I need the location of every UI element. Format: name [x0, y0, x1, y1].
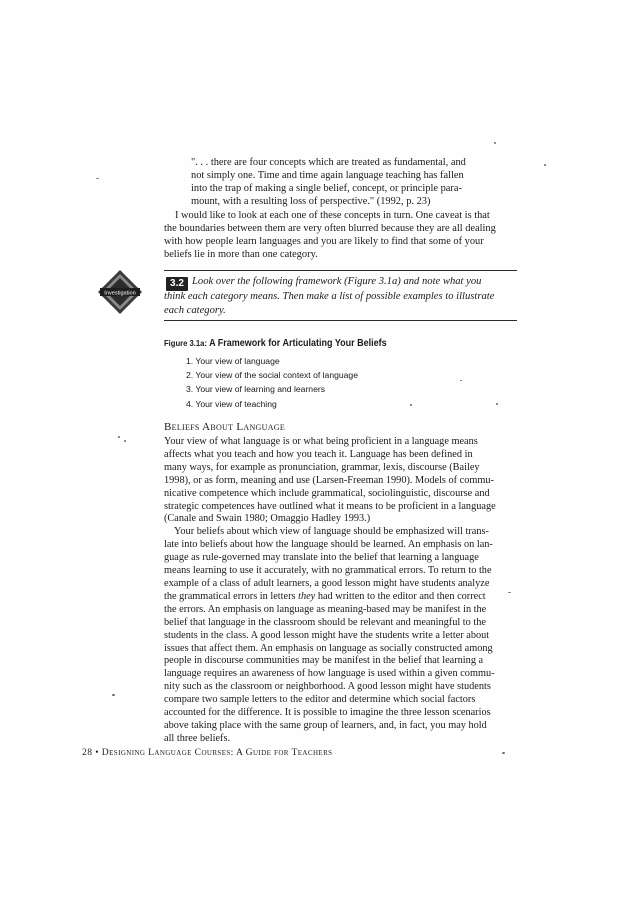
- task-top-rule: [164, 270, 517, 271]
- task-line: Look over the following framework (Figure 3.1a) and note what you: [192, 276, 482, 287]
- body-line: Your beliefs about which view of language should be emphasized will trans-: [174, 526, 489, 538]
- figure-list-item: 2. Your view of the social context of language: [186, 370, 358, 381]
- body-line: nity such as the classroom or neighborhood. A good lesson might have students: [164, 681, 491, 693]
- body-line: students in the class. A good lesson might have the students write a letter about: [164, 629, 490, 641]
- figure-title: A Framework for Articulating Your Beliefs: [209, 338, 387, 349]
- body-line: (Canale and Swain 1980; Omaggio Hadley 1993.): [164, 513, 371, 525]
- task-number-badge: 3.2: [166, 277, 188, 291]
- quote-line: into the trap of making a single belief, concept, or principle para-: [191, 183, 462, 194]
- intro-line: beliefs lie in more than one category.: [164, 249, 318, 260]
- scan-speck: [502, 752, 505, 754]
- body-line: people in discourse communities may be manifest in the belief that learning a: [164, 655, 484, 667]
- body-line: belief that language in the classroom should be relevant and meaningful to the: [164, 616, 486, 628]
- body-line: means learning to use it accurately, with no grammatical errors. To return to the: [164, 565, 492, 577]
- figure-list-item: 1. Your view of language: [186, 356, 280, 366]
- quote-line: mount, with a resulting loss of perspective." (1992, p. 23): [191, 196, 431, 207]
- body-line: issues that affect them. An emphasis on language as socially constructed among: [164, 642, 493, 654]
- body-line: all three beliefs.: [164, 732, 231, 744]
- investigation-badge-icon: [96, 268, 144, 316]
- intro-paragraph: [164, 209, 520, 261]
- figure-list-item: 4. Your view of teaching: [186, 398, 277, 409]
- body-line: the errors. An emphasis on language as meaning-based may be manifest in the: [164, 603, 487, 615]
- body-line: example of a class of adult learners, a good lesson might have students analyze: [164, 577, 490, 589]
- task-bottom-rule: [164, 320, 517, 321]
- quote-line: not simply one. Time and time again language teaching has fallen: [191, 170, 464, 181]
- scan-speck: [460, 380, 462, 381]
- figure-list: [186, 354, 358, 411]
- task-text: [164, 275, 520, 319]
- body-line: accounted for the difference. It is possible to imagine the three lesson scenarios: [164, 707, 491, 719]
- scan-speck: [124, 440, 126, 442]
- scan-speck: [544, 164, 546, 166]
- body-line: above taking place with the same group of learners, and, in fact, you may hold: [164, 719, 487, 731]
- task-line: each category.: [164, 305, 226, 316]
- intro-line: with how people learn languages and you are likely to find that some of your: [164, 236, 484, 247]
- section-heading: Beliefs About Language: [164, 421, 286, 433]
- body-line: many ways, for example as pronunciation, grammar, lexis, discourse (Bailey: [164, 461, 480, 473]
- scan-speck: [112, 694, 115, 696]
- body-line: affects what you teach and how you teach it. Language has been defined in: [164, 448, 473, 460]
- figure-list-item: 3. Your view of learning and learners: [186, 384, 326, 395]
- scan-speck: [496, 403, 498, 405]
- scan-speck: [118, 436, 120, 438]
- body-line: nicative competence which include grammatical, sociolinguistic, discourse and: [164, 487, 490, 499]
- body-line: Your view of what language is or what being proficient in a language means: [164, 436, 478, 447]
- figure-caption: [164, 338, 387, 349]
- page-number: 28: [82, 747, 93, 758]
- block-quote: [191, 156, 491, 208]
- body-line: compare two sample letters to the editor and determine which social factors: [164, 694, 476, 706]
- scan-speck: [410, 404, 412, 406]
- intro-line: the boundaries between them are very often blurred because they are all dealing: [164, 223, 496, 234]
- body-line: strategic competences have outlined what it means to be proficient in a language: [164, 500, 496, 512]
- book-title: Designing Language Courses: A Guide for Teachers: [101, 747, 333, 758]
- quote-line: ". . . there are four concepts which are treated as fundamental, and: [191, 157, 466, 168]
- task-line: think each category means. Then make a list of possible examples to illustrate: [164, 290, 495, 302]
- body-line: late into beliefs about how the language should be learned. An emphasis on lan-: [164, 539, 493, 551]
- body-line: the grammatical errors in letters they had written to the editor and then correct: [164, 590, 486, 602]
- scan-speck: [96, 178, 99, 179]
- badge-label: Investigation: [104, 290, 136, 297]
- body-paragraphs: [164, 436, 520, 746]
- body-line: 1998), or as form, meaning and use (Larsen-Freeman 1990). Models of commu-: [164, 474, 494, 486]
- footer-separator: •: [95, 747, 99, 758]
- body-line: guage as rule-governed may translate into the belief that learning a language: [164, 552, 479, 564]
- body-line: language requires an awareness of how language is used within a given commu-: [164, 668, 495, 680]
- intro-line: I would like to look at each one of these concepts in turn. One caveat is that: [175, 210, 490, 221]
- page-footer: [82, 747, 332, 758]
- scan-speck: [494, 142, 496, 144]
- figure-label: Figure 3.1a:: [164, 338, 207, 348]
